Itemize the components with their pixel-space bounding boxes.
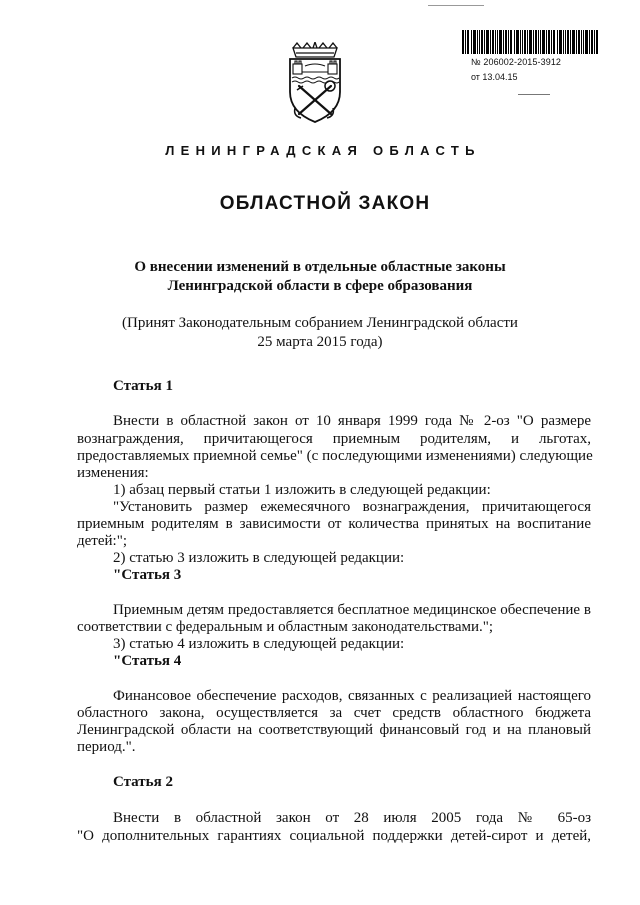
barcode-image [462, 30, 598, 54]
article-2-heading: Статья 2 [113, 774, 173, 790]
region-name: ЛЕНИНГРАДСКАЯ ОБЛАСТЬ [165, 143, 481, 158]
text-line: 2) статью 3 изложить в следующей редакции: [113, 550, 405, 566]
text-line: "Статья 4 [113, 653, 182, 669]
law-title-line: Ленинградской области в сфере образования [167, 278, 473, 294]
text-line: "О дополнительных гарантиях социальной поддержки детей-сирот и детей, [77, 828, 591, 844]
adoption-note-line: 25 марта 2015 года) [257, 334, 383, 350]
registration-number: № 206002-2015-3912 [471, 57, 562, 67]
adoption-note [0, 314, 640, 352]
text-line: Внести в областной закон от 28 июля 2005 года № 65-оз [113, 810, 591, 826]
text-line: Приемным детям предоставляется бесплатное медицинское обеспечение в [113, 602, 591, 618]
text-line: областного закона, осуществляется за счет средств областного бюджета [77, 705, 591, 721]
coat-of-arms-icon [283, 42, 347, 124]
text-line: "Статья 3 [113, 567, 182, 583]
top-edge-line [428, 5, 484, 6]
text-line: 1) абзац первый статьи 1 изложить в следующей редакции: [113, 482, 491, 498]
text-line: Внести в областной закон от 10 января 1999 года № 2-оз "О размере [113, 413, 591, 429]
article-1-heading: Статья 1 [113, 378, 173, 394]
document-type: ОБЛАСТНОЙ ЗАКОН [219, 193, 431, 214]
text-line: Ленинградской области на соответствующий финансовый год и на плановый [77, 722, 591, 738]
law-title-line: О внесении изменений в отдельные областные законы [134, 259, 506, 275]
text-line: приемным родителям в зависимости от количества принятых на воспитание [77, 516, 591, 532]
text-line: Финансовое обеспечение расходов, связанных с реализацией настоящего [113, 688, 591, 704]
text-line: соответствии с федеральным и областным законодательствами."; [77, 619, 494, 635]
text-line: вознаграждения, причитающегося приемным родителям, и льготах, [77, 431, 591, 447]
text-line: детей:"; [77, 533, 127, 549]
text-line: "Установить размер ежемесячного вознаграждения, причитающегося [113, 499, 591, 515]
text-line: предоставляемых приемной семье" (с последующими изменениями) следующие [77, 448, 593, 464]
text-line: 3) статью 4 изложить в следующей редакции: [113, 636, 405, 652]
adoption-note-line: (Принят Законодательным собранием Ленинградской области [122, 315, 518, 331]
registration-date: от 13.04.15 [471, 72, 518, 82]
law-title [0, 258, 640, 296]
registration-underline [518, 94, 550, 95]
text-line: изменения: [77, 465, 149, 481]
text-line: период.". [77, 739, 136, 755]
